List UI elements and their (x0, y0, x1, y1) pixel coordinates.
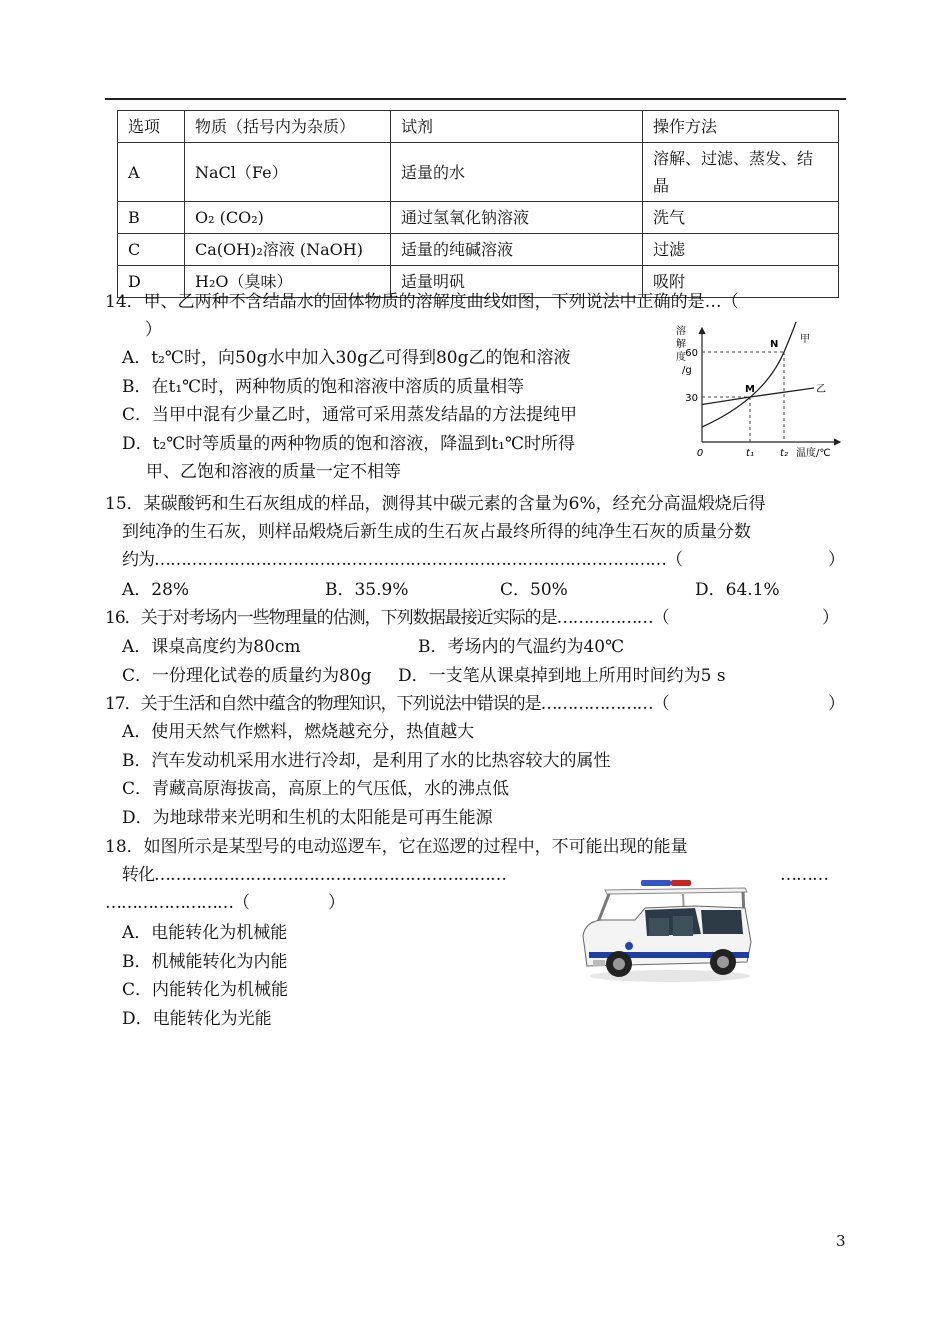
table-cell: 过滤 (643, 234, 839, 266)
q14-stem-end: ） (145, 320, 162, 340)
q15-bracket-end: ） (828, 550, 845, 570)
q16-option-d: D．一支笔从课桌掉到地上所用时间约为5 s (398, 666, 726, 686)
q15-option-a: A．28% (122, 580, 190, 600)
q18-line-3: ……………………（ (105, 893, 249, 913)
table-cell: B (118, 202, 185, 234)
table-header-cell: 物质（括号内为杂质） (185, 111, 391, 143)
table-header-cell: 选项 (118, 111, 185, 143)
table-cell: NaCl（Fe） (185, 143, 391, 202)
q15-option-d: D．64.1% (695, 580, 780, 600)
q17-stem: 17．关于生活和自然中蕴含的物理知识，下列说法中错误的是…………………（ (105, 694, 669, 714)
x-axis-label: 温度/℃ (796, 448, 831, 459)
q14-option-c: C．当甲中混有少量乙时，通常可采用蒸发结晶的方法提纯甲 (122, 405, 578, 425)
q16-option-a: A．课桌高度约为80cm (122, 637, 301, 657)
table-cell: 适量的纯碱溶液 (391, 234, 643, 266)
patrol-car-image (575, 878, 755, 984)
point-label: M (745, 384, 755, 395)
table-row (118, 234, 839, 266)
q17-option-a: A．使用天然气作燃料，燃烧越充分，热值越大 (122, 722, 475, 742)
y-tick-label: 30 (685, 393, 698, 404)
q16-stem: 16．关于对考场内一些物理量的估测，下列数据最接近实际的是………………（ (105, 608, 669, 628)
series-label: 甲 (800, 334, 810, 345)
table-header-row (118, 111, 839, 143)
table-row (118, 143, 839, 202)
q17-bracket-end: ） (828, 694, 845, 714)
q18-bracket-end: ） (328, 893, 345, 913)
q14-option-a: A．t₂℃时，向50g水中加入30g乙可得到80g乙的饱和溶液 (122, 348, 571, 368)
table-cell: H₂O（臭味） (185, 266, 391, 298)
table-cell: O₂ (CO₂) (185, 202, 391, 234)
table-cell: 适量的水 (391, 143, 643, 202)
table-cell: D (118, 266, 185, 298)
x-tick-label: t₁ (746, 448, 754, 459)
q14-option-d: D．t₂℃时等质量的两种物质的饱和溶液，降温到t₁℃时所得 (122, 434, 575, 454)
table-cell: C (118, 234, 185, 266)
q18-option-a: A．电能转化为机械能 (122, 923, 288, 943)
series-label: 乙 (816, 384, 826, 395)
table-cell: 通过氢氧化钠溶液 (391, 202, 643, 234)
q18-option-d: D．电能转化为光能 (122, 1009, 272, 1029)
x-tick-label: t₂ (780, 448, 788, 459)
q14-option-d-cont: 甲、乙饱和溶液的质量一定不相等 (146, 462, 401, 482)
q15-option-c: C．50% (500, 580, 568, 600)
y-tick-label: 60 (685, 348, 698, 359)
origin-label: 0 (696, 448, 704, 459)
q16-option-b: B．考场内的气温约为40℃ (418, 637, 625, 657)
header-rule (105, 98, 846, 100)
q15-option-b: B．35.9% (325, 580, 409, 600)
table-cell: 洗气 (643, 202, 839, 234)
table-header-cell: 操作方法 (643, 111, 839, 143)
q18-option-c: C．内能转化为机械能 (122, 980, 289, 1000)
table-cell: A (118, 143, 185, 202)
q15-line-2: 到纯净的生石灰，则样品煅烧后新生成的生石灰占最终所得的纯净生石灰的质量分数 (122, 522, 751, 542)
point-label: N (770, 339, 779, 350)
q18-line-1: 18．如图所示是某型号的电动巡逻车，它在巡逻的过程中，不可能出现的能量 (105, 837, 688, 857)
table-header-cell: 试剂 (391, 111, 643, 143)
table-cell: 吸附 (643, 266, 839, 298)
table-cell: Ca(OH)₂溶液 (NaOH) (185, 234, 391, 266)
q15-line-1: 15．某碳酸钙和生石灰组成的样品，测得其中碳元素的含量为6%，经充分高温煅烧后得 (105, 494, 766, 514)
q14-stem: 14．甲、乙两种不含结晶水的固体物质的溶解度曲线如图，下列说法中正确的是…（ (105, 292, 739, 312)
y-axis-label: 度 (676, 352, 686, 363)
q17-option-c: C．青藏高原海拔高，高原上的气压低，水的沸点低 (122, 779, 510, 799)
y-axis-label: 解 (676, 339, 686, 350)
options-table (117, 110, 839, 298)
q16-option-c: C．一份理化试卷的质量约为80g (122, 666, 372, 686)
page-number: 3 (836, 1232, 846, 1250)
table-cell: 溶解、过滤、蒸发、结晶 (643, 143, 839, 202)
table-row (118, 202, 839, 234)
q15-line-3: 约为……………………………………………………………………………………（ (122, 550, 682, 570)
q17-option-d: D．为地球带来光明和生机的太阳能是可再生能源 (122, 808, 493, 828)
q16-bracket-end: ） (822, 608, 839, 628)
solubility-chart (668, 322, 850, 468)
y-axis-label: 溶 (676, 326, 686, 337)
table-cell: 适量明矾 (391, 266, 643, 298)
q18-line-2-end: ……… (780, 865, 828, 885)
y-axis-label: /g (682, 365, 692, 376)
q14-option-b: B．在t₁℃时，两种物质的饱和溶液中溶质的质量相等 (122, 377, 525, 397)
q18-option-b: B．机械能转化为内能 (122, 952, 288, 972)
q18-line-2: 转化………………………………………………………… (122, 865, 506, 885)
q17-option-b: B．汽车发动机采用水进行冷却，是利用了水的比热容较大的属性 (122, 751, 611, 771)
